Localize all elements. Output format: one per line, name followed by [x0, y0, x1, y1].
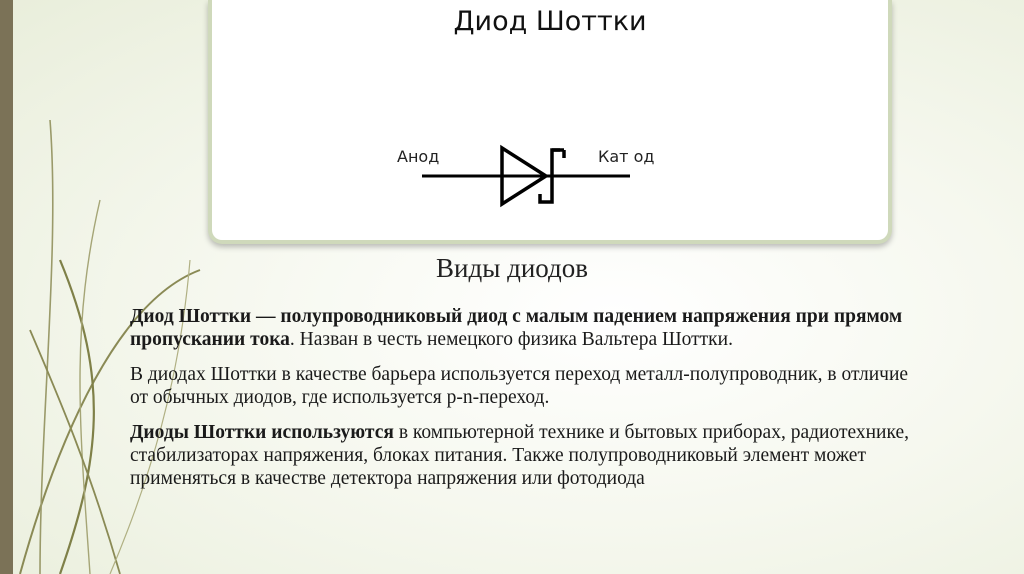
- usage-bold: Диоды Шоттки используются: [130, 422, 394, 443]
- definition-bold: Диод Шоттки — полупроводниковый диод с малым падением напряжения при прямом пропускании тока: [130, 306, 903, 350]
- schottky-diode-image: [208, 0, 892, 244]
- cathode-label: Кат од: [598, 147, 655, 166]
- anode-label: Анод: [397, 147, 440, 166]
- diode-symbol-icon: [422, 140, 642, 214]
- slide-heading: Виды диодов: [436, 253, 588, 283]
- paragraph-definition: [130, 305, 920, 351]
- paragraph-usage: [130, 421, 920, 490]
- usage-rest: в компьютерной технике и бытовых приборах, радиотехнике, стабилизаторах напряжения, блоках питания. Также полупроводниковый элемент может применяться в качестве детектора напряжения или фотодиода: [130, 422, 910, 489]
- diagram-title: Диод Шоттки: [453, 6, 647, 37]
- text-body: [130, 305, 920, 502]
- paragraph-barrier: В диодах Шоттки в качестве барьера используется переход металл-полупроводник, в отличие от обычных диодов, где используется p-n-переход.: [130, 364, 909, 408]
- definition-rest: . Назван в честь немецкого физика Вальтера Шоттки.: [289, 329, 733, 350]
